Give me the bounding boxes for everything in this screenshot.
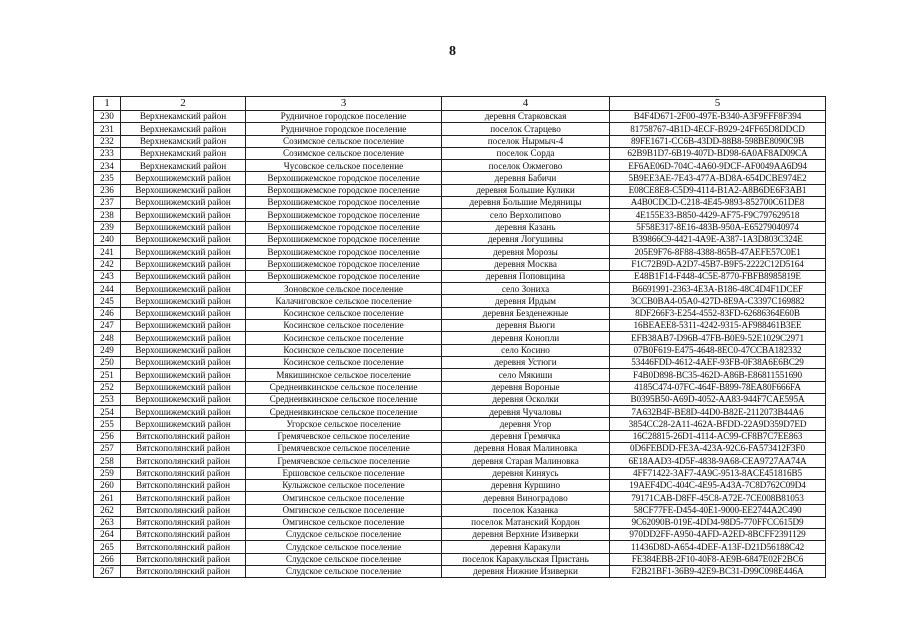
locality-cell: село Зониха <box>442 283 610 295</box>
settlement-cell: Омгинское сельское поселение <box>246 504 442 516</box>
settlement-cell: Верхошижемское городское поселение <box>246 270 442 282</box>
locality-cell: деревня Осколки <box>442 393 610 405</box>
settlement-cell: Косинское сельское поселение <box>246 320 442 332</box>
guid-cell: 4FF71422-3AF7-4A9C-9513-8ACE451816B5 <box>610 467 826 479</box>
district-cell: Верхошижемский район <box>121 233 246 245</box>
row-number-cell: 263 <box>94 516 121 528</box>
row-number-cell: 261 <box>94 492 121 504</box>
district-cell: Верхошижемский район <box>121 393 246 405</box>
guid-cell: 58CF77FE-D454-40E1-9000-EE2744A2C490 <box>610 504 826 516</box>
settlement-cell: Зоновское сельское поселение <box>246 283 442 295</box>
table-row <box>94 467 826 479</box>
row-number-cell: 247 <box>94 320 121 332</box>
locality-cell: деревня Куршино <box>442 479 610 491</box>
locality-cell: поселок Каракульская Пристань <box>442 553 610 565</box>
locality-cell: поселок Сорда <box>442 147 610 159</box>
row-number-cell: 248 <box>94 332 121 344</box>
guid-cell: 3854CC28-2A11-462A-BFDD-22A9D359D7ED <box>610 418 826 430</box>
locality-cell: деревня Ирдым <box>442 295 610 307</box>
district-cell: Верхошижемский район <box>121 369 246 381</box>
row-number-cell: 266 <box>94 553 121 565</box>
settlement-cell: Верхошижемское городское поселение <box>246 246 442 258</box>
row-number-cell: 230 <box>94 111 121 123</box>
column-header: 2 <box>121 97 246 111</box>
guid-cell: 79171CAB-D8FF-45C8-A72E-7CE008B81053 <box>610 492 826 504</box>
table-row <box>94 209 826 221</box>
settlement-cell: Верхошижемское городское поселение <box>246 233 442 245</box>
guid-cell: B6691991-2363-4E3A-B186-48C4D4F1DCEF <box>610 283 826 295</box>
table-row <box>94 479 826 491</box>
locality-cell: деревня Виноградово <box>442 492 610 504</box>
settlement-cell: Ершовское сельское поселение <box>246 467 442 479</box>
column-header: 4 <box>442 97 610 111</box>
table-row <box>94 258 826 270</box>
district-cell: Вятскополянский район <box>121 479 246 491</box>
settlement-cell: Верхошижемское городское поселение <box>246 258 442 270</box>
row-number-cell: 265 <box>94 541 121 553</box>
guid-cell: 4185C474-07FC-464F-B899-78EA80F666FA <box>610 381 826 393</box>
district-cell: Вятскополянский район <box>121 443 246 455</box>
table-row <box>94 135 826 147</box>
row-number-cell: 262 <box>94 504 121 516</box>
district-cell: Верхошижемский район <box>121 307 246 319</box>
locality-cell: деревня Чучаловы <box>442 406 610 418</box>
row-number-cell: 258 <box>94 455 121 467</box>
locality-cell: поселок Нырмыч-4 <box>442 135 610 147</box>
district-cell: Верхошижемский район <box>121 184 246 196</box>
row-number-cell: 259 <box>94 467 121 479</box>
table-row <box>94 283 826 295</box>
guid-cell: 9C62090B-019E-4DD4-98D5-770FFCC615D9 <box>610 516 826 528</box>
row-number-cell: 257 <box>94 443 121 455</box>
settlement-cell: Верхошижемское городское поселение <box>246 172 442 184</box>
row-number-cell: 237 <box>94 197 121 209</box>
locality-cell: деревня Безденежные <box>442 307 610 319</box>
locality-cell: деревня Верхние Изиверки <box>442 529 610 541</box>
settlement-cell: Кулыжское сельское поселение <box>246 479 442 491</box>
district-cell: Верхошижемский район <box>121 209 246 221</box>
row-number-cell: 250 <box>94 356 121 368</box>
guid-cell: E08CE8E8-C5D9-4114-B1A2-A8B6DE6F3AB1 <box>610 184 826 196</box>
settlement-cell: Мякишинское сельское поселение <box>246 369 442 381</box>
row-number-cell: 249 <box>94 344 121 356</box>
settlement-cell: Косинское сельское поселение <box>246 307 442 319</box>
row-number-cell: 246 <box>94 307 121 319</box>
guid-cell: 205E9F76-8F88-4388-865B-47AEFE57C0E1 <box>610 246 826 258</box>
district-cell: Верхошижемский район <box>121 197 246 209</box>
locality-cell: поселок Ожмегово <box>442 160 610 172</box>
settlement-cell: Косинское сельское поселение <box>246 344 442 356</box>
locality-cell: поселок Старцево <box>442 123 610 135</box>
settlement-cell: Слудское сельское поселение <box>246 529 442 541</box>
settlement-cell: Угорское сельское поселение <box>246 418 442 430</box>
guid-cell: E48B1F14-F448-4C5E-8770-FBFB8985819E <box>610 270 826 282</box>
district-cell: Верхошижемский район <box>121 270 246 282</box>
district-cell: Вятскополянский район <box>121 529 246 541</box>
district-cell: Вятскополянский район <box>121 541 246 553</box>
row-number-cell: 255 <box>94 418 121 430</box>
district-cell: Верхнекамский район <box>121 147 246 159</box>
guid-cell: 07B0F619-E475-4648-8EC0-47CCBA182332 <box>610 344 826 356</box>
row-number-cell: 238 <box>94 209 121 221</box>
row-number-cell: 232 <box>94 135 121 147</box>
table-row <box>94 184 826 196</box>
row-number-cell: 243 <box>94 270 121 282</box>
table-row <box>94 320 826 332</box>
table-header-row <box>94 97 826 111</box>
guid-cell: 19AEF4DC-404C-4E95-A43A-7C8D762C09D4 <box>610 479 826 491</box>
guid-cell: 8DF266F3-E254-4552-83FD-62686364E60B <box>610 307 826 319</box>
district-cell: Верхошижемский район <box>121 332 246 344</box>
district-cell: Верхошижемский район <box>121 406 246 418</box>
settlement-cell: Среднеивкинское сельское поселение <box>246 406 442 418</box>
locality-cell: деревня Вороные <box>442 381 610 393</box>
row-number-cell: 245 <box>94 295 121 307</box>
table-row <box>94 160 826 172</box>
locality-cell: деревня Угор <box>442 418 610 430</box>
row-number-cell: 241 <box>94 246 121 258</box>
settlement-cell: Слудское сельское поселение <box>246 565 442 577</box>
district-cell: Верхошижемский район <box>121 356 246 368</box>
table-body <box>94 111 826 578</box>
district-cell: Верхошижемский район <box>121 258 246 270</box>
district-cell: Верхошижемский район <box>121 344 246 356</box>
row-number-cell: 260 <box>94 479 121 491</box>
guid-cell: F2B21BF1-36B9-42E9-BC31-D99C098E446A <box>610 565 826 577</box>
table-row <box>94 221 826 233</box>
guid-cell: 970DD2FF-A950-4AFD-A2ED-8BCFF2391129 <box>610 529 826 541</box>
locality-cell: деревня Каракули <box>442 541 610 553</box>
settlement-cell: Верхошижемское городское поселение <box>246 221 442 233</box>
table-row <box>94 443 826 455</box>
table-row <box>94 332 826 344</box>
guid-cell: B0395B50-A69D-4052-AA83-944F7CAE595A <box>610 393 826 405</box>
row-number-cell: 235 <box>94 172 121 184</box>
guid-cell: F1C72B9D-A2D7-45B7-B9F5-2222C12D5164 <box>610 258 826 270</box>
locality-cell: деревня Вьюги <box>442 320 610 332</box>
district-cell: Вятскополянский район <box>121 492 246 504</box>
row-number-cell: 242 <box>94 258 121 270</box>
guid-cell: 4E155E33-B850-4429-AF75-F9C797629518 <box>610 209 826 221</box>
district-cell: Вятскополянский район <box>121 504 246 516</box>
table-row <box>94 504 826 516</box>
district-cell: Верхнекамский район <box>121 111 246 123</box>
guid-cell: 5F58E317-8E16-483B-950A-E65279040974 <box>610 221 826 233</box>
guid-cell: 16C28815-26D1-4114-AC99-CF8B7C7EE863 <box>610 430 826 442</box>
locality-cell: деревня Новая Малиновка <box>442 443 610 455</box>
guid-cell: 16BEAEE8-5311-4242-9315-AF988461B3EE <box>610 320 826 332</box>
locality-cell: деревня Конопли <box>442 332 610 344</box>
settlement-cell: Среднеивкинское сельское поселение <box>246 381 442 393</box>
settlement-cell: Рудничное городское поселение <box>246 123 442 135</box>
settlement-cell: Созимское сельское поселение <box>246 135 442 147</box>
row-number-cell: 244 <box>94 283 121 295</box>
page-number: 8 <box>449 44 456 59</box>
district-cell: Верхнекамский район <box>121 160 246 172</box>
locality-cell: село Мякиши <box>442 369 610 381</box>
guid-cell: 3CCB0BA4-05A0-427D-8E9A-C3397C169882 <box>610 295 826 307</box>
guid-cell: A4B0CDCD-C218-4E45-9893-852700C61DE8 <box>610 197 826 209</box>
locality-cell: деревня Большие Кулики <box>442 184 610 196</box>
settlement-cell: Верхошижемское городское поселение <box>246 197 442 209</box>
settlement-cell: Гремячевское сельское поселение <box>246 430 442 442</box>
table-row <box>94 553 826 565</box>
settlement-cell: Слудское сельское поселение <box>246 541 442 553</box>
district-cell: Вятскополянский район <box>121 430 246 442</box>
guid-cell: EFB38AB7-D96B-47FB-B0E9-52E1029C2971 <box>610 332 826 344</box>
locality-cell: деревня Морозы <box>442 246 610 258</box>
district-cell: Верхнекамский район <box>121 123 246 135</box>
locality-cell: деревня Большие Медяницы <box>442 197 610 209</box>
guid-cell: 89FE1671-CC6B-43DD-88B8-598BE8090C9B <box>610 135 826 147</box>
district-cell: Вятскополянский район <box>121 467 246 479</box>
guid-cell: 81758767-4B1D-4ECF-B929-24FF65D8DDCD <box>610 123 826 135</box>
settlements-table <box>93 96 826 578</box>
table-row <box>94 344 826 356</box>
table-row <box>94 233 826 245</box>
district-cell: Верхошижемский район <box>121 320 246 332</box>
column-header: 1 <box>94 97 121 111</box>
table-row <box>94 246 826 258</box>
table-row <box>94 111 826 123</box>
table-row <box>94 295 826 307</box>
table-row <box>94 197 826 209</box>
table-row <box>94 492 826 504</box>
district-cell: Верхошижемский район <box>121 246 246 258</box>
settlement-cell: Среднеивкинское сельское поселение <box>246 393 442 405</box>
table-row <box>94 270 826 282</box>
locality-cell: деревня Поповщина <box>442 270 610 282</box>
settlement-cell: Гремячевское сельское поселение <box>246 455 442 467</box>
row-number-cell: 267 <box>94 565 121 577</box>
column-header: 5 <box>610 97 826 111</box>
row-number-cell: 236 <box>94 184 121 196</box>
locality-cell: деревня Логушины <box>442 233 610 245</box>
district-cell: Вятскополянский район <box>121 455 246 467</box>
settlement-cell: Верхошижемское городское поселение <box>246 209 442 221</box>
settlement-cell: Косинское сельское поселение <box>246 332 442 344</box>
locality-cell: село Косино <box>442 344 610 356</box>
district-cell: Вятскополянский район <box>121 516 246 528</box>
guid-cell: 7A632B4F-BE8D-44D0-B82E-2112073B44A6 <box>610 406 826 418</box>
locality-cell: деревня Казань <box>442 221 610 233</box>
row-number-cell: 251 <box>94 369 121 381</box>
row-number-cell: 264 <box>94 529 121 541</box>
table-row <box>94 418 826 430</box>
locality-cell: деревня Гремячка <box>442 430 610 442</box>
settlement-cell: Калачиговское сельское поселение <box>246 295 442 307</box>
guid-cell: 0D6FEBDD-FE3A-423A-92C6-FA573412F3F0 <box>610 443 826 455</box>
table-row <box>94 430 826 442</box>
locality-cell: поселок Казанка <box>442 504 610 516</box>
settlement-cell: Чусовское сельское поселение <box>246 160 442 172</box>
row-number-cell: 233 <box>94 147 121 159</box>
table-row <box>94 393 826 405</box>
settlement-cell: Косинское сельское поселение <box>246 356 442 368</box>
column-header: 3 <box>246 97 442 111</box>
guid-cell: 6E18AAD3-4D5F-4838-9A68-CEA9727AA74A <box>610 455 826 467</box>
settlement-cell: Верхошижемское городское поселение <box>246 184 442 196</box>
table-row <box>94 406 826 418</box>
district-cell: Верхнекамский район <box>121 135 246 147</box>
district-cell: Вятскополянский район <box>121 553 246 565</box>
locality-cell: поселок Матанский Кордон <box>442 516 610 528</box>
locality-cell: деревня Киняусь <box>442 467 610 479</box>
district-cell: Верхошижемский район <box>121 221 246 233</box>
row-number-cell: 231 <box>94 123 121 135</box>
district-cell: Верхошижемский район <box>121 418 246 430</box>
table-row <box>94 307 826 319</box>
table-row <box>94 172 826 184</box>
row-number-cell: 234 <box>94 160 121 172</box>
table-row <box>94 147 826 159</box>
table-row <box>94 369 826 381</box>
guid-cell: FE384EBB-2F10-40F8-AE9B-6847E02F2BC6 <box>610 553 826 565</box>
guid-cell: 11436D8D-A654-4DEF-A13F-D21D56188C42 <box>610 541 826 553</box>
locality-cell: деревня Устюги <box>442 356 610 368</box>
district-cell: Вятскополянский район <box>121 565 246 577</box>
table-row <box>94 516 826 528</box>
locality-cell: село Верхолипово <box>442 209 610 221</box>
row-number-cell: 252 <box>94 381 121 393</box>
table-row <box>94 381 826 393</box>
locality-cell: деревня Нижние Изиверки <box>442 565 610 577</box>
settlement-cell: Слудское сельское поселение <box>246 553 442 565</box>
district-cell: Верхошижемский район <box>121 283 246 295</box>
guid-cell: EF6AE06D-704C-4A60-9DCF-AF0049AA6D94 <box>610 160 826 172</box>
settlement-cell: Омгинское сельское поселение <box>246 516 442 528</box>
guid-cell: 62B9B1D7-6B19-407D-BD98-6A0AF8AD09CA <box>610 147 826 159</box>
row-number-cell: 256 <box>94 430 121 442</box>
table-row <box>94 541 826 553</box>
table-row <box>94 356 826 368</box>
district-cell: Верхошижемский район <box>121 381 246 393</box>
guid-cell: F4B0D898-BC35-462D-A86B-E86811551690 <box>610 369 826 381</box>
row-number-cell: 239 <box>94 221 121 233</box>
settlement-cell: Созимское сельское поселение <box>246 147 442 159</box>
settlement-cell: Омгинское сельское поселение <box>246 492 442 504</box>
guid-cell: B4F4D671-2F00-497E-B340-A3F9FFF8F394 <box>610 111 826 123</box>
guid-cell: B39866C9-4421-4A9E-A387-1A3D803C324E <box>610 233 826 245</box>
settlement-cell: Рудничное городское поселение <box>246 111 442 123</box>
locality-cell: деревня Старковская <box>442 111 610 123</box>
row-number-cell: 240 <box>94 233 121 245</box>
locality-cell: деревня Старая Малиновка <box>442 455 610 467</box>
settlement-cell: Гремячевское сельское поселение <box>246 443 442 455</box>
row-number-cell: 254 <box>94 406 121 418</box>
locality-cell: деревня Москва <box>442 258 610 270</box>
guid-cell: 53446FDD-4612-4AEF-93FB-0F38A6E6BC29 <box>610 356 826 368</box>
table-row <box>94 123 826 135</box>
table-row <box>94 565 826 577</box>
row-number-cell: 253 <box>94 393 121 405</box>
district-cell: Верхошижемский район <box>121 295 246 307</box>
district-cell: Верхошижемский район <box>121 172 246 184</box>
locality-cell: деревня Бабичи <box>442 172 610 184</box>
table-row <box>94 529 826 541</box>
table-row <box>94 455 826 467</box>
guid-cell: 5B9EE3AE-7E43-477A-BD8A-654DCBE974E2 <box>610 172 826 184</box>
